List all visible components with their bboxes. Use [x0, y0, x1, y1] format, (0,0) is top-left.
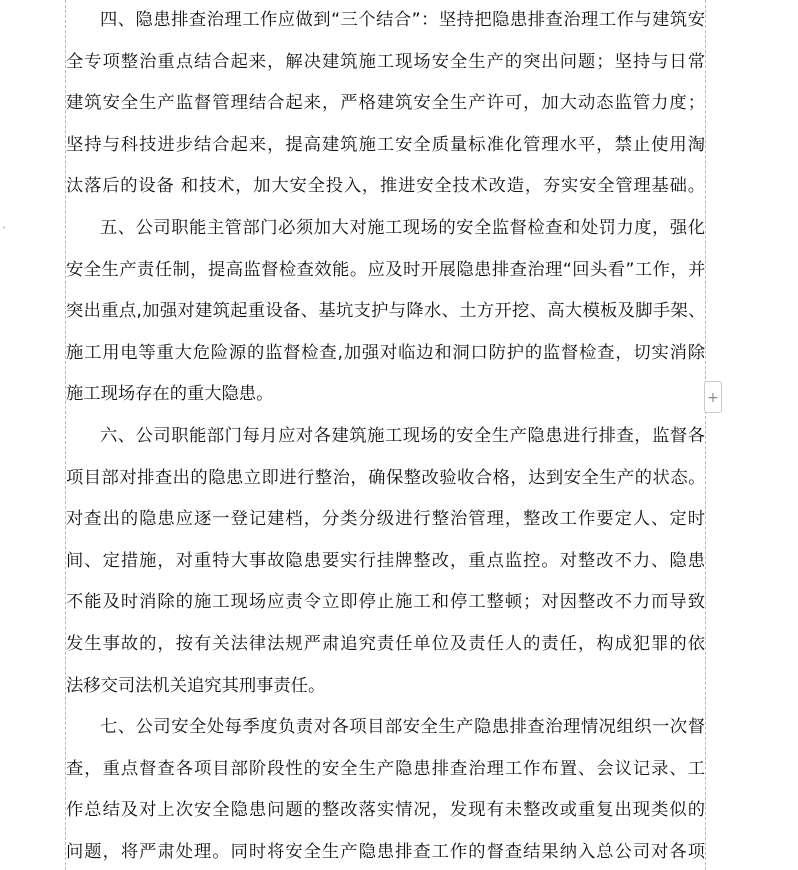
chevron-down-icon: ˅	[2, 226, 6, 235]
text-line: 六、公司职能部门每月应对各建筑施工现场的安全生产隐患进行排查，监督各	[100, 425, 705, 446]
paragraph-5	[66, 208, 705, 416]
text-line: 四、隐患排查治理工作应做到“三个结合”：坚持把隐患排查治理工作与建筑安	[100, 10, 705, 30]
text-line: 法移交司法机关追究其刑事责任。	[66, 675, 326, 696]
paragraph-4	[66, 0, 705, 208]
text-line: 施工用电等重大危险源的监督检查,加强对临边和洞口防护的监督检查，切实消除	[66, 342, 705, 363]
text-line: 作总结及对上次安全隐患问题的整改落实情况，发现有未整改或重复出现类似的	[66, 800, 705, 821]
text-line: 突出重点,加强对建筑起重设备、基坑支护与降水、土方开挖、高大模板及脚手架、	[66, 301, 705, 322]
text-line: 全专项整治重点结合起来，解决建筑施工现场安全生产的突出问题；坚持与日常	[66, 51, 705, 72]
document-body[interactable]	[66, 0, 705, 870]
text-line: 查，重点督查各项目部阶段性的安全生产隐患排查治理工作布置、会议记录、工	[66, 758, 705, 779]
paragraph-7	[66, 707, 705, 870]
right-margin-guide	[705, 0, 706, 870]
text-line: 发生事故的，按有关法律法规严肃追究责任单位及责任人的责任，构成犯罪的依	[66, 633, 705, 654]
add-comment-button[interactable]: +	[704, 381, 722, 413]
text-line: 建筑安全生产监督管理结合起来，严格建筑安全生产许可，加大动态监管力度；	[66, 93, 705, 114]
text-line: 问题，将严肃处理。同时将安全生产隐患排查工作的督查结果纳入总公司对各项	[66, 841, 705, 862]
text-line: 不能及时消除的施工现场应责令立即停止施工和停工整顿；对因整改不力而导致	[66, 592, 705, 613]
text-line: 七、公司安全处每季度负责对各项目部安全生产隐患排查治理情况组织一次督	[100, 717, 705, 738]
text-line: 五、公司职能主管部门必须加大对施工现场的安全监督检查和处罚力度，强化	[100, 217, 705, 238]
paragraph-6	[66, 416, 705, 707]
text-line: 汰落后的设备 和技术，加大安全投入，推进安全技术改造，夯实安全管理基础。	[66, 176, 705, 197]
text-line: 间、定措施，对重特大事故隐患要实行挂牌整改，重点监控。对整改不力、隐患	[66, 550, 705, 571]
text-line: 安全生产责任制，提高监督检查效能。应及时开展隐患排查治理“回头看”工作，并	[66, 259, 705, 280]
text-line: 项目部对排查出的隐患立即进行整治，确保整改验收合格，达到安全生产的状态。	[66, 467, 705, 488]
text-line: 施工现场存在的重大隐患。	[66, 384, 274, 405]
text-line: 对查出的隐患应逐一登记建档，分类分级进行整治管理，整改工作要定人、定时	[66, 509, 705, 530]
text-line: 坚持与科技进步结合起来，提高建筑施工安全质量标准化管理水平，禁止使用淘	[66, 134, 705, 155]
